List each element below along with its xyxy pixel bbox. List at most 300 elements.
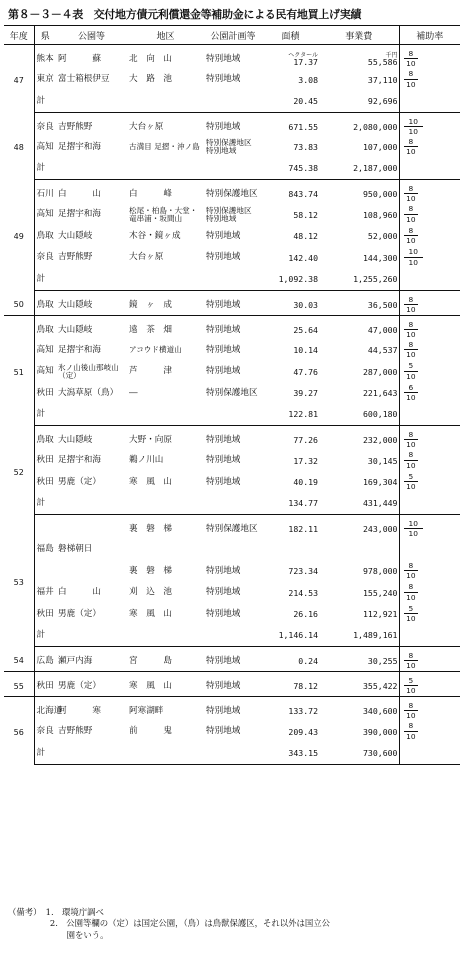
plan-cell: [204, 404, 262, 426]
district-cell: 前 鬼: [129, 726, 172, 737]
fraction-numerator: 8: [404, 652, 419, 661]
subsidy-rate-fraction: [404, 341, 419, 359]
table-row: [4, 158, 460, 180]
district-cell: 松尾・柏島・大堂・竜串浦・坂間山: [129, 205, 198, 223]
prefecture-cell: 奈良: [36, 252, 54, 263]
notes: [8, 907, 458, 941]
area-unit-label: ヘクタール: [288, 51, 318, 59]
fraction-denominator: 10: [408, 257, 418, 267]
cost-value: 950,000: [362, 189, 398, 200]
park-cell: 吉野熊野: [58, 252, 93, 263]
subsidy-rate-cell: [399, 721, 460, 743]
table-row: [4, 91, 460, 113]
plan-cell: 特別保護地区 特別地域: [206, 138, 252, 156]
district-cell: 裏 磐 梯: [129, 565, 172, 576]
park-cell: 白 山: [58, 587, 101, 598]
area-value-cell: [262, 472, 319, 494]
subsidy-rate-cell: [399, 426, 460, 451]
park-cell: 大山隠岐: [58, 324, 93, 335]
cost-value-cell: [319, 697, 399, 722]
park-cell: [56, 743, 127, 765]
district-cell: [127, 91, 204, 113]
fiscal-year-cell: 55: [4, 672, 34, 697]
fraction-denominator: 10: [408, 529, 418, 539]
area-value-cell: [262, 69, 319, 91]
subsidy-rate-fraction: [404, 520, 423, 538]
cost-value: 730,600: [362, 747, 398, 758]
cost-value: 107,000: [362, 142, 398, 153]
fiscal-year-cell: 52: [4, 426, 34, 515]
prefecture-cell: 鳥取: [36, 435, 54, 446]
table-row: [4, 112, 460, 137]
table-row: [4, 383, 460, 405]
fraction-denominator: 10: [406, 147, 416, 157]
table-row: [4, 515, 460, 540]
plan-cell: 特別地域: [206, 565, 241, 576]
fraction-numerator: 8: [404, 321, 419, 330]
area-value: 209.43: [288, 726, 318, 737]
cost-value-cell: [319, 180, 399, 205]
prefecture-cell: 高知: [36, 344, 54, 355]
table-row: [4, 315, 460, 340]
park-cell: 足摺宇和海: [58, 455, 101, 466]
subsidy-rate-cell: [399, 604, 460, 626]
fraction-numerator: 8: [404, 431, 419, 440]
prefecture-cell: 秋田: [34, 672, 56, 697]
cost-value: 37,110: [367, 74, 398, 85]
prefecture-cell: 石川: [36, 189, 54, 200]
table-row: [4, 697, 460, 722]
cost-value: 1,489,161: [353, 630, 398, 641]
fraction-numerator: 5: [404, 362, 419, 371]
park-cell: [56, 561, 127, 583]
plan-cell: 特別地域: [206, 121, 241, 132]
area-value: 122.81: [288, 409, 318, 420]
fraction-denominator: 10: [406, 214, 416, 224]
fraction-denominator: 10: [406, 661, 416, 671]
subsidy-rate-fraction: [404, 583, 419, 601]
subsidy-rate-cell: [399, 247, 460, 269]
plan-cell: 特別地域: [206, 435, 241, 446]
plan-cell: [204, 91, 262, 113]
header-year: 年度: [4, 26, 34, 45]
table-row: [4, 226, 460, 248]
area-value: 39.27: [293, 388, 318, 399]
district-cell: 北 向 山: [129, 54, 172, 65]
area-value: 343.15: [288, 747, 318, 758]
fraction-numerator: 8: [404, 702, 419, 711]
cost-value: 112,921: [362, 609, 398, 620]
area-value: 40.19: [293, 477, 318, 488]
subsidy-rate-fraction: [404, 677, 419, 695]
subsidy-rate-fraction: [404, 362, 419, 380]
fraction-denominator: 10: [406, 350, 416, 360]
area-value: 17.32: [293, 455, 318, 466]
subsidy-rate-cell: [399, 383, 460, 405]
table-row: [4, 472, 460, 494]
cost-value: 2,080,000: [353, 121, 398, 132]
park-cell: 足摺宇和海: [58, 141, 101, 152]
cost-value-cell: [319, 69, 399, 91]
cost-value: 221,643: [362, 388, 398, 399]
area-value-cell: [262, 493, 319, 515]
subsidy-rate-cell: [399, 226, 460, 248]
park-cell: 男鹿（定）: [58, 608, 101, 619]
park-cell: [56, 625, 127, 647]
header-pref: 県: [34, 26, 56, 45]
prefecture-cell: 計: [34, 91, 56, 113]
table-row: [4, 204, 460, 226]
district-cell: 古満目 足摺・沖ノ島: [129, 142, 200, 152]
cost-value: 355,422: [362, 681, 398, 692]
cost-value-cell: [319, 515, 399, 540]
table-row: [4, 561, 460, 583]
area-value-cell: [262, 315, 319, 340]
district-cell: 芦 津: [129, 366, 172, 377]
cost-value: 92,696: [367, 95, 398, 106]
fraction-numerator: 5: [404, 677, 419, 686]
fraction-numerator: 8: [404, 227, 419, 236]
cost-value: 108,960: [362, 209, 398, 220]
fraction-denominator: 10: [406, 440, 416, 450]
subsidy-rate-fraction: [404, 321, 419, 339]
cost-value-cell: [319, 158, 399, 180]
area-value-cell: [262, 625, 319, 647]
area-value-cell: [262, 91, 319, 113]
district-cell: 大 路 池: [129, 74, 172, 85]
park-cell: 男鹿（定）: [58, 476, 101, 487]
area-value-cell: [262, 697, 319, 722]
park-cell: [56, 91, 127, 113]
district-cell: 大台ヶ原: [129, 252, 164, 263]
table-row: [4, 247, 460, 269]
park-cell: [56, 158, 127, 180]
cost-value-cell: [319, 426, 399, 451]
district-cell: 白 峰: [129, 189, 172, 200]
area-value-cell: [262, 721, 319, 743]
district-cell: 刈 込 池: [129, 587, 172, 598]
prefecture-cell: 計: [34, 158, 56, 180]
cost-value: 287,000: [362, 366, 398, 377]
subsidy-rate-cell: [399, 45, 460, 70]
cost-value-cell: [319, 290, 399, 315]
area-value-cell: [262, 743, 319, 765]
park-cell: [56, 404, 127, 426]
district-cell: アコウド横道山: [129, 345, 182, 355]
fraction-denominator: 10: [406, 592, 416, 602]
area-value-cell: [262, 247, 319, 269]
plan-cell: 特別地域: [206, 324, 241, 335]
fraction-denominator: 10: [406, 79, 416, 89]
fraction-numerator: 10: [404, 118, 423, 127]
area-value-cell: [262, 269, 319, 291]
area-value: 26.16: [293, 609, 318, 620]
area-value-cell: [262, 45, 319, 70]
prefecture-cell: 計: [34, 743, 56, 765]
area-value: 133.72: [288, 706, 318, 717]
cost-value-cell: [319, 493, 399, 515]
park-cell: 白 山: [58, 189, 101, 200]
district-cell: 大野・向原: [129, 435, 172, 446]
fiscal-year-cell: 49: [4, 180, 34, 291]
plan-cell: 特別保護地区: [206, 189, 258, 200]
area-value: 142.40: [288, 252, 318, 263]
area-value: 78.12: [293, 681, 318, 692]
subsidy-rate-cell: [399, 515, 460, 540]
plan-cell: 特別保護地区 特別地域: [206, 205, 252, 223]
area-value-cell: [262, 561, 319, 583]
header-row: [4, 26, 460, 45]
subsidy-rate-cell: [399, 450, 460, 472]
fraction-denominator: 10: [406, 731, 416, 741]
subsidy-rate-cell: [399, 625, 460, 647]
subsidy-rate-cell: [399, 582, 460, 604]
prefecture-cell: 秋田: [36, 476, 54, 487]
cost-value-cell: [319, 647, 399, 672]
table-row: [4, 45, 460, 70]
plan-cell: [204, 743, 262, 765]
subsidy-rate-fraction: [404, 431, 419, 449]
subsidy-rate-fraction: [404, 138, 419, 156]
prefecture-cell: 広島: [34, 647, 56, 672]
cost-value-cell: [319, 383, 399, 405]
area-value: 1,146.14: [278, 630, 318, 641]
table-body: [4, 45, 460, 765]
plan-cell: 特別地域: [206, 54, 241, 65]
subsidy-rate-cell: [399, 315, 460, 340]
area-value: 77.26: [293, 435, 318, 446]
prefecture-cell: 熊本: [36, 54, 54, 65]
header-area: 地区: [127, 26, 204, 45]
area-value-cell: [262, 450, 319, 472]
cost-value-cell: [319, 743, 399, 765]
cost-value-cell: [319, 112, 399, 137]
table-row: [4, 69, 460, 91]
area-value: 134.77: [288, 498, 318, 509]
cost-value-cell: [319, 361, 399, 383]
park-cell: 大山隠岐: [56, 290, 127, 315]
prefecture-cell: 東京: [36, 74, 54, 85]
park-cell: [56, 493, 127, 515]
district-cell: 木谷・鏡ヶ成: [129, 230, 181, 241]
subsidy-rate-cell: [399, 158, 460, 180]
subsidy-rate-cell: [399, 340, 460, 362]
subsidy-rate-fraction: [404, 50, 419, 68]
fiscal-year-cell: 51: [4, 315, 34, 426]
prefecture-cell: 北海道: [36, 706, 63, 717]
park-cell: 吉野熊野: [58, 121, 93, 132]
area-value: 671.55: [288, 121, 318, 132]
prefecture-cell: 秋田: [36, 608, 54, 619]
cost-value: 978,000: [362, 566, 398, 577]
area-value: 3.08: [298, 74, 318, 85]
prefecture-cell: 奈良: [36, 121, 54, 132]
subsidy-rate-cell: [399, 180, 460, 205]
plan-cell: [204, 269, 262, 291]
subsidy-rate-cell: [399, 290, 460, 315]
subsidy-rate-cell: [399, 269, 460, 291]
fiscal-year-cell: 48: [4, 112, 34, 180]
table-row: [4, 269, 460, 291]
header-plan: 公園計画等: [204, 26, 262, 45]
plan-cell: [204, 539, 262, 561]
subsidy-rate-cell: [399, 743, 460, 765]
cost-value: 36,500: [367, 299, 398, 310]
prefecture-cell: 高知: [36, 141, 54, 152]
cost-value-cell: [319, 404, 399, 426]
fraction-denominator: 10: [406, 371, 416, 381]
note-line: 園をいう。: [8, 929, 109, 940]
district-cell: 阿寒湖畔: [129, 706, 164, 717]
area-value-cell: [262, 604, 319, 626]
park-cell: 富士箱根伊豆: [58, 74, 110, 85]
park-cell: 吉野熊野: [58, 726, 93, 737]
fraction-numerator: 8: [404, 70, 419, 79]
area-value: 745.38: [288, 163, 318, 174]
prefecture-cell: 福井: [36, 587, 54, 598]
cost-value: 243,000: [362, 524, 398, 535]
park-cell: 大潟草原（鳥）: [58, 387, 119, 398]
area-value-cell: [262, 112, 319, 137]
area-value-cell: [262, 158, 319, 180]
area-value-cell: [262, 340, 319, 362]
subsidy-rate-cell: [399, 69, 460, 91]
cost-value-cell: [319, 340, 399, 362]
cost-value-cell: [319, 137, 399, 159]
prefecture-cell: 鳥取: [34, 290, 56, 315]
subsidy-rate-fraction: [404, 605, 419, 623]
table-row: [4, 340, 460, 362]
table-row: [4, 450, 460, 472]
cost-value-cell: [319, 604, 399, 626]
fraction-numerator: 8: [404, 583, 419, 592]
fraction-denominator: 10: [406, 571, 416, 581]
fraction-numerator: 10: [404, 248, 423, 257]
prefecture-cell: 高知: [36, 366, 54, 377]
plan-cell: 特別地域: [206, 455, 241, 466]
subsidy-rate-fraction: [404, 384, 419, 402]
plan-cell: [204, 493, 262, 515]
table-row: [4, 404, 460, 426]
plan-cell: [204, 625, 262, 647]
cost-value: 340,600: [362, 706, 398, 717]
district-cell: 寒 風 山: [129, 476, 172, 487]
park-cell: [56, 269, 127, 291]
cost-value-cell: [319, 247, 399, 269]
area-value-cell: [262, 226, 319, 248]
prefecture-cell: 秋田: [36, 455, 54, 466]
subsidy-rate-fraction: [404, 473, 419, 491]
table-row: [4, 721, 460, 743]
fraction-numerator: 5: [404, 605, 419, 614]
cost-value-cell: [319, 582, 399, 604]
header-cost: 事業費: [319, 26, 399, 45]
plan-cell: 特別地域: [206, 74, 241, 85]
fraction-numerator: 6: [404, 384, 419, 393]
fraction-denominator: 10: [408, 126, 418, 136]
fraction-numerator: 8: [404, 205, 419, 214]
cost-value: 55,586: [367, 56, 398, 67]
subsidy-rate-fraction: [404, 652, 419, 670]
subsidy-rate-cell: [399, 361, 460, 383]
prefecture-cell: 奈良: [36, 726, 54, 737]
cost-value-cell: [319, 204, 399, 226]
prefecture-cell: [34, 515, 56, 540]
fraction-numerator: 5: [404, 473, 419, 482]
area-value: 20.45: [293, 95, 318, 106]
subsidy-rate-cell: [399, 561, 460, 583]
subsidy-rate-cell: [399, 647, 460, 672]
park-cell: 氷ノ山後山那岐山（定）: [58, 362, 119, 380]
subsidy-rate-cell: [399, 493, 460, 515]
cost-value: 30,145: [367, 455, 398, 466]
cost-value: 232,000: [362, 435, 398, 446]
plan-cell: 特別地域: [206, 344, 241, 355]
area-value: 182.11: [288, 524, 318, 535]
plan-cell: 特別地域: [206, 726, 241, 737]
fraction-numerator: 8: [404, 722, 419, 731]
table-row: [4, 647, 460, 672]
prefecture-cell: [34, 561, 56, 583]
fiscal-year-cell: 56: [4, 697, 34, 765]
fraction-denominator: 10: [406, 686, 416, 696]
plan-cell: 特別地域: [206, 252, 241, 263]
table-row: [4, 672, 460, 697]
cost-value-cell: [319, 721, 399, 743]
plan-cell: 特別地域: [206, 230, 241, 241]
district-cell: [127, 743, 204, 765]
area-value: 723.34: [288, 566, 318, 577]
fraction-numerator: 10: [404, 520, 423, 529]
table-row: [4, 426, 460, 451]
prefecture-cell: 高知: [36, 209, 54, 220]
cost-value-cell: [319, 450, 399, 472]
fiscal-year-cell: 50: [4, 290, 34, 315]
cost-value: 2,187,000: [353, 163, 398, 174]
district-cell: [127, 158, 204, 180]
prefecture-cell: 計: [34, 625, 56, 647]
subsidy-rate-fraction: [404, 296, 419, 314]
plan-cell: [204, 158, 262, 180]
area-value: 1,092.38: [278, 273, 318, 284]
park-cell: 阿 蘇: [58, 54, 101, 65]
header-ratio: 補助率: [399, 26, 460, 45]
area-value-cell: [262, 204, 319, 226]
district-cell: [127, 625, 204, 647]
fraction-numerator: 8: [404, 138, 419, 147]
district-cell: 鏡 ヶ 成: [127, 290, 204, 315]
table-row: [4, 361, 460, 383]
area-value-cell: [262, 361, 319, 383]
fraction-denominator: 10: [406, 614, 416, 624]
prefecture-cell: 鳥取: [36, 324, 54, 335]
fraction-numerator: 8: [404, 341, 419, 350]
cost-value-cell: [319, 269, 399, 291]
subsidy-rate-cell: [399, 697, 460, 722]
fraction-numerator: 8: [404, 50, 419, 59]
land-purchase-table: [4, 25, 460, 765]
subsidy-rate-cell: [399, 204, 460, 226]
table-row: [4, 539, 460, 561]
area-value: 17.37: [293, 56, 318, 67]
area-value: 0.24: [298, 656, 318, 667]
cost-unit-label: 千円: [385, 51, 398, 59]
district-cell: 寒 風 山: [127, 672, 204, 697]
park-cell: 足摺宇和海: [58, 344, 101, 355]
area-value-cell: [262, 672, 319, 697]
area-value-cell: [262, 290, 319, 315]
prefecture-cell: 計: [34, 269, 56, 291]
